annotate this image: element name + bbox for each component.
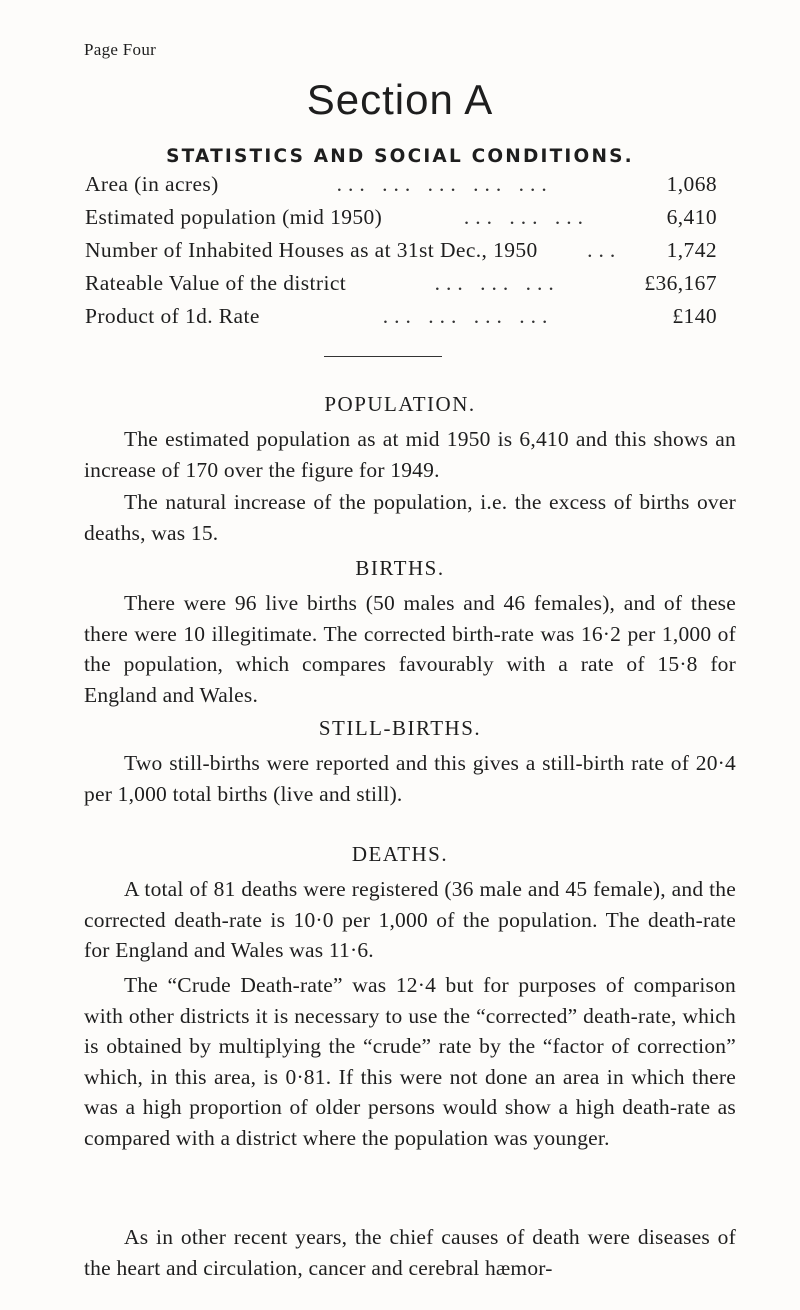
still-births-heading: STILL-BIRTHS. (318, 716, 482, 740)
stat-row-penny-rate (85, 304, 717, 337)
deaths-heading: DEATHS. (351, 842, 449, 866)
page-label: Page Four (84, 40, 157, 59)
stat-leader-dots: ... ... ... ... (382, 304, 554, 328)
section-divider (324, 356, 442, 357)
stat-value: £140 (672, 304, 717, 328)
stat-label: Rateable Value of the district (85, 271, 347, 295)
stat-label: Estimated population (mid 1950) (85, 205, 383, 229)
births-heading: BIRTHS. (355, 556, 445, 580)
statistics-list (85, 172, 717, 337)
natural-increase-paragraph: The natural increase of the population, i.e. the excess of births over deaths, was 15. (84, 490, 736, 545)
stat-leader-dots: ... ... ... ... ... (336, 172, 553, 196)
stat-row-houses (85, 238, 717, 271)
causes-of-death-paragraph: As in other recent years, the chief causes of death were diseases of the heart and circulation, cancer and cerebral hæmor- (84, 1225, 736, 1280)
stat-leader-dots: ... (587, 238, 622, 262)
stat-label: Product of 1d. Rate (85, 304, 260, 328)
crude-death-rate-paragraph: The “Crude Death-rate” was 12·4 but for purposes of comparison with other districts it is necessary to use the “corrected” death-rate, which is obtained by multiplying the “crude” rate by the “factor of correction” which, in this area, is 0·81. If this were not done an area in which there was a high proportion of older persons would show a high death-rate as compared with a district where the population was younger. (84, 973, 736, 1150)
deaths-paragraph: A total of 81 deaths were registered (36 male and 45 female), and the corrected death-rate is 10·0 per 1,000 of the population. The death-rate for England and Wales was 11·6. (84, 877, 736, 962)
stat-value: 1,742 (666, 238, 717, 262)
population-paragraph: The estimated population as at mid 1950 is 6,410 and this shows an increase of 170 over the figure for 1949. (84, 427, 736, 482)
stat-leader-dots: ... ... ... (434, 271, 560, 295)
stat-label: Area (in acres) (85, 172, 219, 196)
section-title: Section A (306, 76, 494, 123)
stats-heading: STATISTICS AND SOCIAL CONDITIONS. (166, 146, 634, 167)
stat-row-area (85, 172, 717, 205)
stat-value: 1,068 (666, 172, 717, 196)
births-paragraph: There were 96 live births (50 males and 46 females), and of these there were 10 illegitimate. The corrected birth-rate was 16·2 per 1,000 of the population, which compares favourably with a rate of 15·8 for England and Wales. (84, 591, 736, 707)
stat-value: £36,167 (644, 271, 717, 295)
stat-leader-dots: ... ... ... (463, 205, 589, 229)
stat-value: 6,410 (666, 205, 717, 229)
stat-label: Number of Inhabited Houses as at 31st Dec., 1950 (85, 238, 538, 262)
stat-row-rateable-value (85, 271, 717, 304)
population-heading: POPULATION. (324, 392, 476, 416)
still-births-paragraph: Two still-births were reported and this gives a still-birth rate of 20·4 per 1,000 total births (live and still). (84, 751, 736, 806)
stat-row-population (85, 205, 717, 238)
